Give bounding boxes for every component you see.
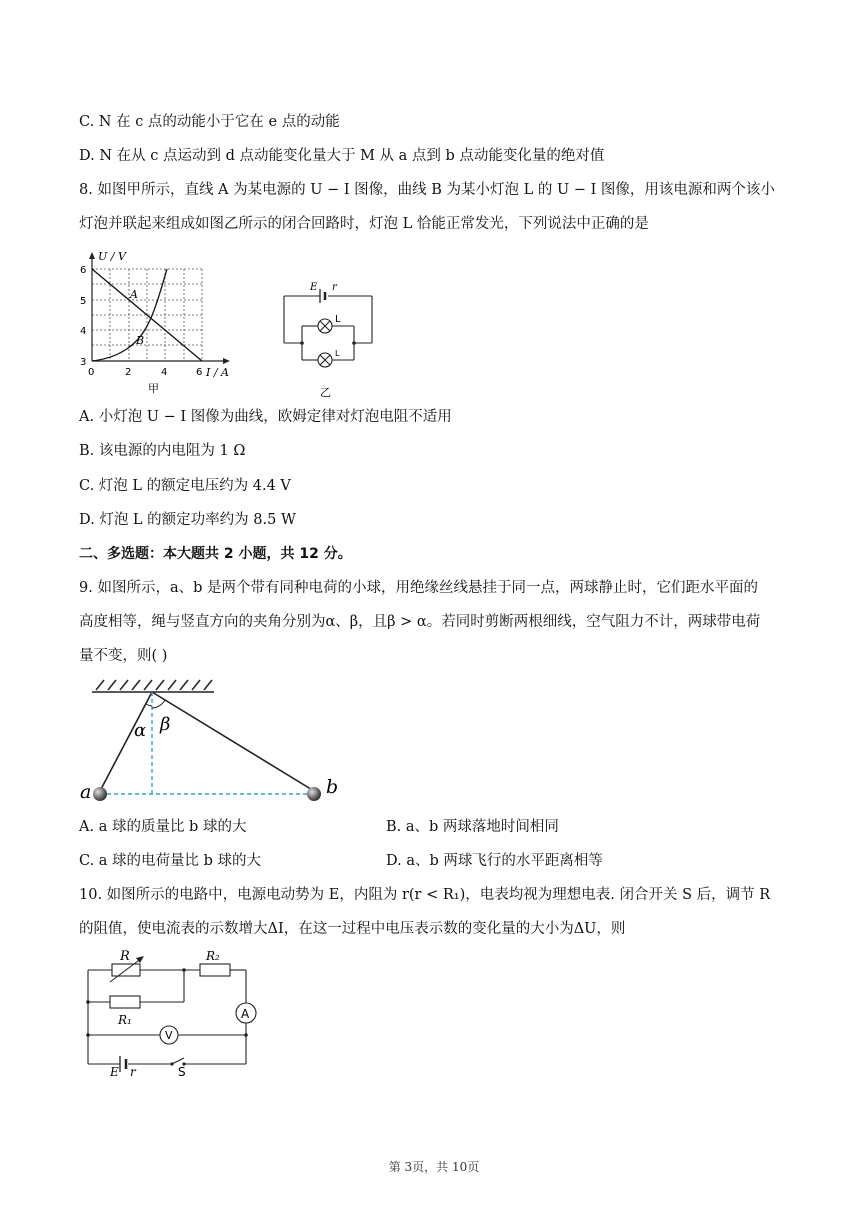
q8-stem-line1: 8. 如图甲所示，直线 A 为某电源的 U − I 图像，曲线 B 为某小灯泡 L 的 U − I 图像，用该电源和两个该小: [79, 182, 775, 198]
q10-stem-line2: 的阻值，使电流表的示数增大ΔI，在这一过程中电压表示数的变化量的大小为ΔU，则: [79, 921, 626, 937]
q7-option-d: D. N 在从 c 点运动到 d 点动能变化量大于 M 从 a 点到 b 点动能变化量的绝对值: [79, 148, 605, 164]
xtick-4: 4: [161, 367, 168, 378]
label-alpha: α: [134, 720, 147, 741]
label-b: b: [326, 776, 339, 798]
label-ammeter: A: [241, 1007, 250, 1021]
page-footer: 第 3页，共 10页: [388, 1160, 480, 1174]
q8-stem-line2: 灯泡并联起来组成如图乙所示的闭合回路时，灯泡 L 恰能正常发光，下列说法中正确的是: [79, 216, 649, 232]
xtick-6: 6: [196, 367, 203, 378]
q8-option-d: D. 灯泡 L 的额定功率约为 8.5 W: [79, 512, 296, 528]
q9-figure-pendulum: [78, 676, 348, 806]
label-b: B: [136, 334, 145, 347]
q9-stem-line3: 量不变，则( ): [79, 648, 168, 664]
q9-option-d: D. a、b 两球飞行的水平距离相等: [386, 853, 603, 869]
label-a: a: [80, 781, 92, 803]
section-heading: 二、多选题：本大题共 2 小题，共 12 分。: [79, 546, 352, 562]
label-l1: L: [335, 314, 341, 325]
label-e: E: [310, 282, 318, 293]
ball-b: [307, 787, 321, 801]
label-r-internal: r: [130, 1065, 136, 1078]
label-s: S: [178, 1065, 186, 1078]
ylabel: U / V: [98, 250, 126, 263]
ytick-3: 3: [80, 357, 87, 368]
caption-yi: 乙: [320, 386, 331, 399]
ytick-4: 4: [80, 326, 87, 337]
q8-figure-yi-circuit: [280, 280, 380, 400]
q8-option-c: C. 灯泡 L 的额定电压约为 4.4 V: [79, 478, 291, 494]
q9-option-b: B. a、b 两球落地时间相同: [386, 819, 559, 835]
label-beta: β: [160, 714, 171, 735]
q8-figure-jia-graph: [78, 248, 248, 396]
caption-jia: 甲: [148, 382, 159, 395]
label-a: A: [130, 288, 138, 301]
label-r1: R₁: [118, 1013, 132, 1027]
q9-stem-line2: 高度相等，绳与竖直方向的夹角分别为α、β，且β > α。若同时剪断两根细线，空气阻力不计，两球带电荷: [79, 614, 761, 630]
q7-option-c: C. N 在 c 点的动能小于它在 e 点的动能: [79, 114, 340, 130]
q9-option-a: A. a 球的质量比 b 球的大: [79, 819, 247, 835]
xtick-2: 2: [125, 367, 132, 378]
xtick-0: 0: [88, 367, 95, 378]
q8-option-a: A. 小灯泡 U − I 图像为曲线，欧姆定律对灯泡电阻不适用: [79, 409, 452, 425]
q10-figure-circuit: [80, 948, 270, 1078]
label-r: r: [332, 282, 337, 293]
label-e: E: [110, 1065, 119, 1078]
label-voltmeter: V: [165, 1029, 173, 1042]
q9-stem-line1: 9. 如图所示，a、b 是两个带有同种电荷的小球，用绝缘丝线悬挂于同一点，两球静止时，它们距水平面的: [79, 580, 758, 596]
ytick-6: 6: [80, 265, 87, 276]
xlabel: I / A: [206, 366, 229, 379]
q9-option-c: C. a 球的电荷量比 b 球的大: [79, 853, 262, 869]
ball-a: [93, 787, 107, 801]
q8-option-b: B. 该电源的内电阻为 1 Ω: [79, 443, 246, 459]
q10-stem-line1: 10. 如图所示的电路中，电源电动势为 E，内阻为 r(r < R₁)，电表均视为理想电表. 闭合开关 S 后，调节 R: [79, 887, 771, 903]
ytick-5: 5: [80, 296, 87, 307]
label-r-variable: R: [120, 949, 130, 964]
label-l2: L: [335, 349, 340, 358]
label-r2: R₂: [206, 949, 220, 963]
